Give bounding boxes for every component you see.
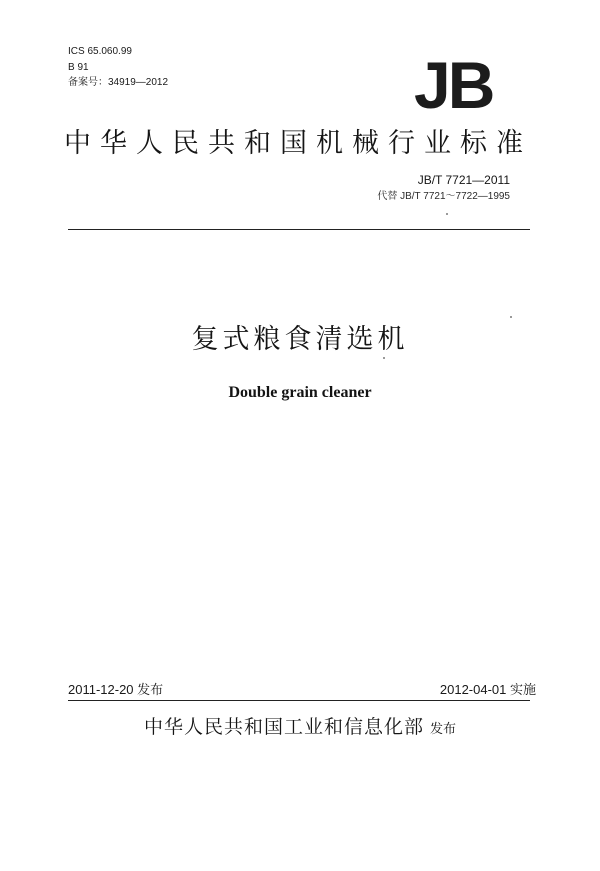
jb-logo: JB [414,48,493,122]
replaces-standard: 代替 JB/T 7721～7722—1995 [377,191,510,202]
issue-date: 2011-12-20 发布 [68,682,164,697]
standard-number: JB/T 7721—2011 [417,173,510,187]
scan-speck [510,316,512,318]
issuer-name: 中华人民共和国工业和信息化部 [143,716,424,738]
top-divider [68,229,530,230]
ccs-code: B 91 [68,62,89,73]
bottom-divider [68,700,530,701]
issuer-suffix: 发布 [430,722,457,737]
standard-category-title: 中华人民共和国机械行业标准 [64,128,532,159]
implementation-date: 2012-04-01 实施 [439,682,536,697]
scan-speck [383,357,385,359]
record-number: 备案号：34919—2012 [68,77,169,88]
ics-code: ICS 65.060.99 [68,46,132,57]
scan-speck [446,213,448,215]
document-title-english: Double grain cleaner [228,384,372,401]
document-title: 复式粮食清选机 [191,324,409,355]
issuing-authority [0,712,600,745]
